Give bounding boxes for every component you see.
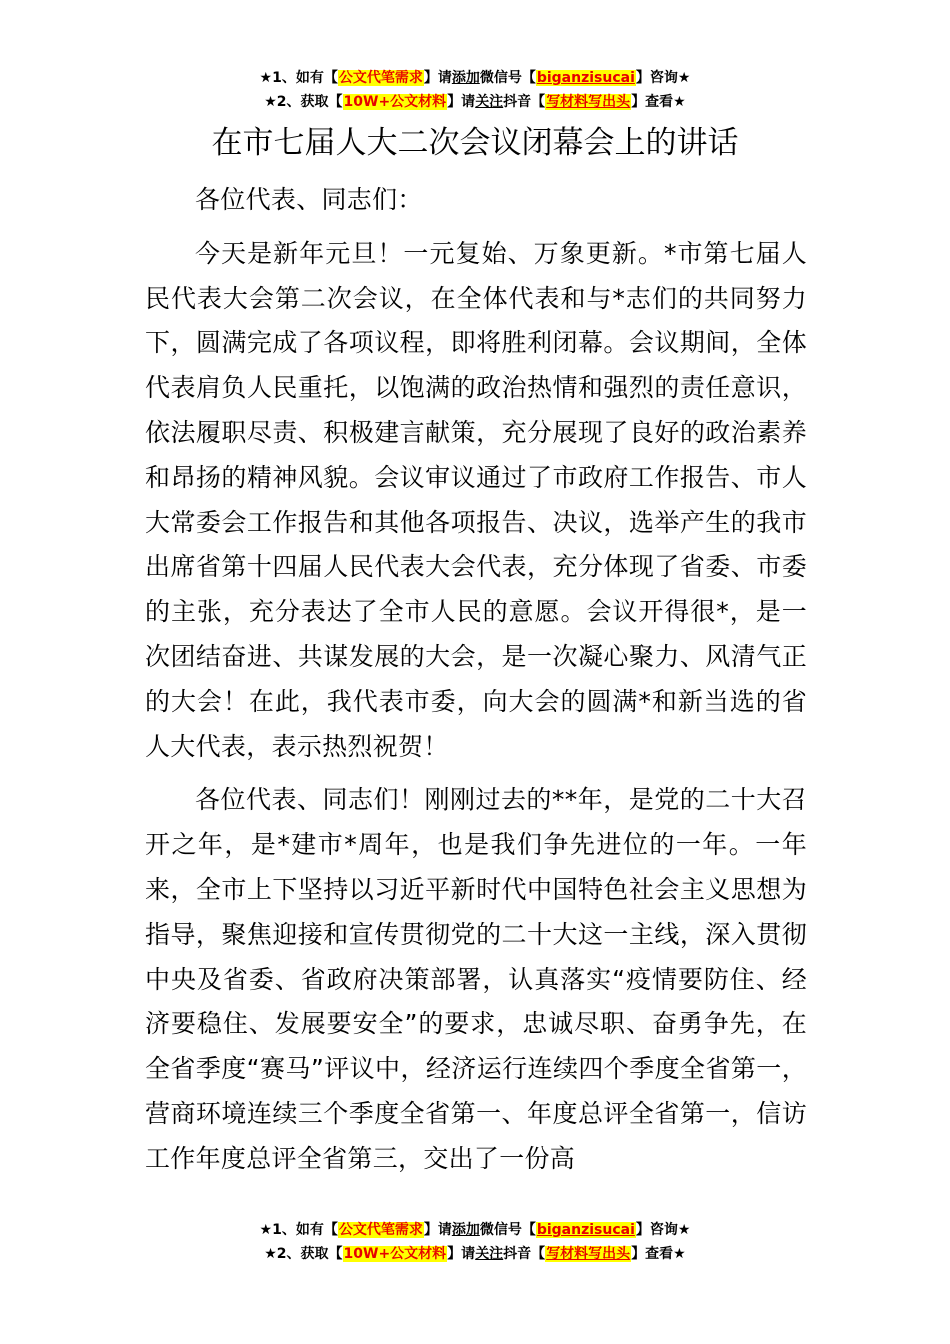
banner-text: 】请 [423,1222,452,1238]
salutation: 各位代表、同志们： [195,185,423,214]
banner-text: 】咨询★ [635,70,691,86]
banner-text: 抖音【 [503,94,546,110]
banner-text: 】请 [447,1246,476,1262]
banner-highlight: 10W+公文材料 [343,94,447,110]
banner-text: 】查看★ [631,1246,686,1262]
banner-text: 】请 [447,94,476,110]
document-body [145,178,807,1191]
banner-emphasis: 添加 [451,70,480,86]
banner-text: ★1、如有【 [259,1222,338,1238]
banner-emphasis: 添加 [451,1222,480,1238]
banner-text: 微信号【 [479,70,536,86]
banner-text: ★1、如有【 [259,70,338,86]
banner-text: 】咨询★ [635,1222,691,1238]
footer-banner [0,1218,950,1266]
banner-highlight: 公文代笔需求 [338,1222,423,1238]
banner-text: 】请 [423,70,452,86]
banner-link[interactable]: biganzisucai [536,1222,635,1238]
banner-text: 】查看★ [631,94,686,110]
banner-line-1 [0,1218,950,1242]
banner-highlight: 公文代笔需求 [338,70,423,86]
banner-text: ★2、获取【 [264,1246,343,1262]
banner-emphasis: 关注 [475,94,504,110]
banner-text: ★2、获取【 [264,94,343,110]
banner-line-1 [0,66,950,90]
header-banner [0,66,950,114]
banner-link[interactable]: 写材料写出头 [546,94,631,110]
body-paragraph-1: 今天是新年元旦！一元复始、万象更新。*市第七届人民代表大会第二次会议，在全体代表和与*志们的共同努力下，圆满完成了各项议程，即将胜利闭幕。会议期间，全体代表肩负人民重托，以饱满的政治热情和强烈的责任意识，依法履职尽责、积极建言献策，充分展现了良好的政治素养和昂扬的精神风貌。会议审议通过了市政府工作报告、市人大常委会工作报告和其他各项报告、决议，选举产生的我市出席省第十四届人民代表大会代表，充分体现了省委、市委的主张，充分表达了全市人民的意愿。会议开得很*，是一次团结奋进、共谋发展的大会，是一次凝心聚力、风清气正的大会！在此，我代表市委，向大会的圆满*和新当选的省人大代表，表示热烈祝贺！ [145,238,807,761]
banner-highlight: 10W+公文材料 [343,1246,447,1262]
banner-text: 抖音【 [503,1246,546,1262]
body-paragraph-2: 各位代表、同志们！刚刚过去的**年，是党的二十大召开之年，是*建市*周年，也是我们争先进位的一年。一年来，全市上下坚持以习近平新时代中国特色社会主义思想为指导，聚焦迎接和宣传贯彻党的二十大这一主线，深入贯彻中央及省委、省政府决策部署，认真落实“疫情要防住、经济要稳住、发展要安全”的要求，忠诚尽职、奋勇争先，在全省季度“赛马”评议中，经济运行连续四个季度全省第一，营商环境连续三个季度全省第一、年度总评全省第一，信访工作年度总评全省第三，交出了一份高 [145,785,807,1173]
banner-text: 微信号【 [479,1222,536,1238]
banner-link[interactable]: biganzisucai [536,70,635,86]
banner-line-2 [0,90,950,114]
banner-emphasis: 关注 [475,1246,504,1262]
banner-line-2 [0,1242,950,1266]
document-title: 在市七届人大二次会议闭幕会上的讲话 [211,125,739,161]
banner-link[interactable]: 写材料写出头 [546,1246,631,1262]
